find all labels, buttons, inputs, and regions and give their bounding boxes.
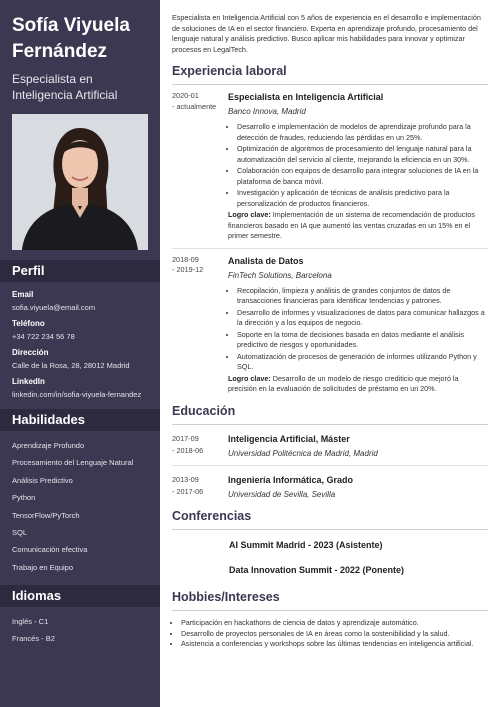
entry-divider — [172, 465, 488, 466]
hobbies-heading: Hobbies/Intereses — [172, 590, 488, 611]
skills-list — [0, 437, 160, 576]
bullet-item: • Desarrollo de informes y visualizaciones de datos para comunicar hallazgos a la dirección y a los equipos de negocio. — [237, 308, 488, 329]
entry-bullets — [228, 122, 488, 209]
skill-item: Análisis Predictivo — [12, 475, 73, 485]
sidebar — [0, 0, 160, 707]
candidate-name — [0, 0, 160, 65]
entry-title: Ingeniería Informática, Grado — [228, 474, 354, 485]
entry-body — [228, 91, 488, 242]
entry-body — [228, 474, 353, 500]
phone-value: +34 722 234 56 78 — [12, 332, 75, 341]
achievement-text: Implementación de un sistema de recomendación de productos financieros basado en IA que aumentó las ventas cruzadas en un 15% en el primer semestre. — [228, 210, 475, 241]
entry-body — [228, 433, 378, 459]
bullet-item: • Desarrollo e implementación de modelos de aprendizaje profundo para la detección de fraudes, reduciendo las pérdidas en un 25%. — [237, 122, 488, 143]
main-content — [160, 0, 500, 707]
entry-bullets — [228, 286, 488, 373]
entry-divider — [172, 248, 488, 249]
entry-body — [228, 255, 488, 395]
education-heading: Educación — [172, 404, 488, 425]
name-line-1: Sofía Viyuela — [12, 15, 130, 36]
entry-date — [172, 91, 228, 242]
email-value[interactable]: sofia.viyuela@email.com — [12, 303, 96, 312]
entry-organization: Banco Innova, Madrid — [228, 107, 306, 117]
address-label: Dirección — [12, 348, 49, 357]
bullet-item: • Soporte en la toma de decisiones basada en datos mediante el análisis predictivo de riesgos y oportunidades. — [237, 330, 488, 351]
hobbies-list — [172, 618, 488, 650]
name-line-2: Fernández — [12, 41, 108, 62]
experience-entry — [172, 255, 488, 395]
education-entry — [172, 474, 488, 500]
date-start: 2018-09 — [172, 254, 199, 264]
education-entry — [172, 433, 488, 459]
profile-heading: Perfil — [0, 260, 160, 282]
languages-list — [0, 613, 160, 647]
achievement-text: Desarrollo de un modelo de riesgo crediticio que mejoró la precisión en la evaluación de solicitudes de préstamo en un 20%. — [228, 373, 459, 394]
key-achievement — [228, 374, 488, 395]
date-end: - 2018-06 — [172, 445, 204, 455]
profile-photo — [12, 114, 148, 250]
skill-item: Aprendizaje Profundo — [12, 441, 85, 450]
entry-date — [172, 433, 228, 459]
hobby-item: • Desarrollo de proyectos personales de IA en áreas como la sostenibilidad y la salud. — [181, 629, 488, 640]
bullet-item: • Optimización de algoritmos de procesamiento del lenguaje natural para la automatización del servicio al cliente, mejorando la eficiencia en un 30%. — [237, 144, 488, 165]
entry-date — [172, 474, 228, 500]
date-start: 2017-09 — [172, 433, 199, 443]
skill-item: SQL — [12, 528, 28, 538]
entry-date — [172, 255, 228, 395]
experience-heading: Experiencia laboral — [172, 64, 488, 85]
linkedin-value[interactable]: linkedin.com/in/sofia-viyuela-fernandez — [12, 390, 142, 399]
languages-heading: Idiomas — [0, 585, 160, 607]
job-title: Especialista en Inteligencia Artificial — [12, 72, 118, 102]
address-value: Calle de la Rosa, 28, 28012 Madrid — [12, 361, 130, 370]
achievement-label: Logro clave: — [228, 210, 271, 220]
entry-organization: Universidad Politécnica de Madrid, Madrid — [228, 448, 378, 458]
bullet-item: • Investigación y aplicación de técnicas de análisis predictivo para la personalización de productos financieros. — [237, 188, 488, 209]
summary-text: Especialista en Inteligencia Artificial con 5 años de experiencia en el desarrollo e implementación de soluciones de IA en el sector financiero. Experta en aprendizaje profundo, procesamiento del lenguaje natural y análisis predictivo. Busco aplicar mis habilidades para innovar y optimizar procesos en LegalTech. — [172, 13, 481, 54]
entry-title: Inteligencia Artificial, Máster — [228, 433, 350, 444]
email-label: Email — [12, 290, 34, 299]
skill-item: Procesamiento del Lenguaje Natural — [12, 458, 134, 468]
conferences-heading: Conferencias — [172, 509, 488, 530]
linkedin-label: LinkedIn — [12, 377, 45, 386]
date-end: - 2017-06 — [172, 486, 204, 496]
date-end: - actualmente — [172, 101, 217, 111]
entry-organization: FinTech Solutions, Barcelona — [228, 270, 332, 280]
skill-item: TensorFlow/PyTorch — [12, 510, 80, 520]
date-start: 2013-09 — [172, 474, 199, 484]
entry-organization: Universidad de Sevilla, Sevilla — [228, 489, 336, 499]
date-start: 2020-01 — [172, 91, 199, 101]
language-item: Inglés - C1 — [12, 617, 49, 627]
hobby-item: • Asistencia a conferencias y workshops sobre las últimas tendencias en inteligencia artificial. — [181, 639, 488, 650]
key-achievement — [228, 210, 488, 242]
skill-item: Comunicación efectiva — [12, 545, 88, 555]
hobby-item: • Participación en hackathons de ciencia de datos y aprendizaje automático. — [181, 618, 488, 629]
phone-label: Teléfono — [12, 319, 45, 328]
bullet-item: • Recopilación, limpieza y análisis de grandes conjuntos de datos de transacciones financieras para identificar tendencias y patrones. — [237, 286, 488, 307]
skill-item: Trabajo en Equipo — [12, 562, 74, 572]
entry-title: Analista de Datos — [228, 255, 304, 266]
bullet-item: • Automatización de procesos de generación de informes utilizando Python y SQL. — [237, 352, 488, 373]
contact-info — [0, 290, 160, 400]
conference-item: Data Innovation Summit - 2022 (Ponente) — [229, 564, 405, 575]
conference-item: AI Summit Madrid - 2023 (Asistente) — [229, 539, 383, 550]
language-item: Francés - B2 — [12, 634, 55, 644]
skill-item: Python — [12, 493, 36, 503]
skills-heading: Habilidades — [0, 409, 160, 431]
date-end: - 2019-12 — [172, 265, 204, 275]
achievement-label: Logro clave: — [228, 373, 271, 383]
entry-title: Especialista en Inteligencia Artificial — [228, 92, 384, 103]
bullet-item: • Colaboración con equipos de desarrollo para integrar soluciones de IA en la plataforma de banca móvil. — [237, 166, 488, 187]
experience-entry — [172, 91, 488, 242]
